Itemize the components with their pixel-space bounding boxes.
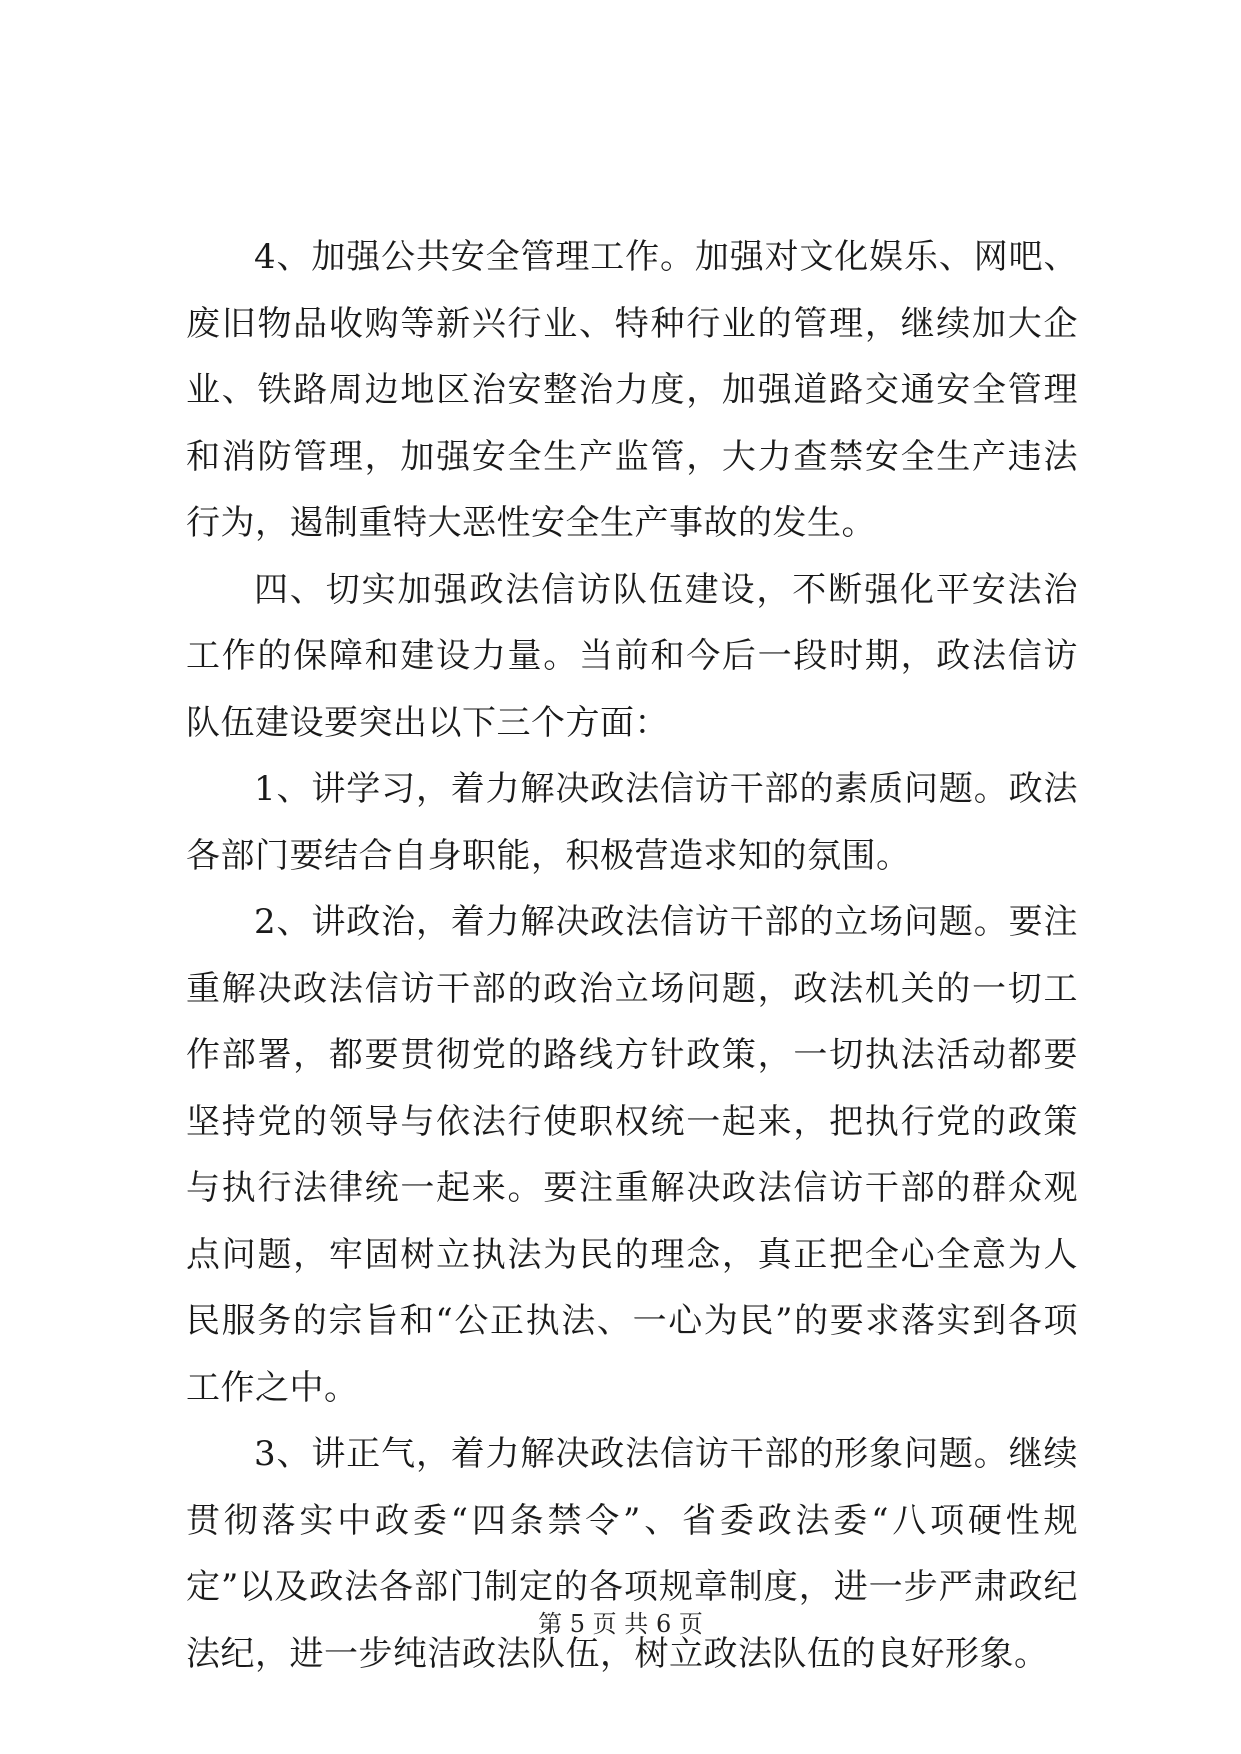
page-number-footer: 第 5 页 共 6 页 bbox=[538, 1610, 703, 1638]
document-body bbox=[186, 224, 1078, 1687]
paragraph-politics: 2、讲政治，着力解决政法信访干部的立场问题。要注重解决政法信访干部的政治立场问题，政法机关的一切工作部署，都要贯彻党的路线方针政策，一切执法活动都要坚持党的领导与依法行使职权统一起来，把执行党的政策与执行法律统一起来。要注重解决政法信访干部的群众观点问题，牢固树立执法为民的理念，真正把全心全意为人民服务的宗旨和“公正执法、一心为民”的要求落实到各项工作之中。 bbox=[186, 902, 1078, 1408]
paragraph-integrity: 3、讲正气，着力解决政法信访干部的形象问题。继续贯彻落实中政委“四条禁令”、省委政法委“八项硬性规定”以及政法各部门制定的各项规章制度，进一步严肃政纪法纪，进一步纯洁政法队伍，树立政法队伍的良好形象。 bbox=[186, 1434, 1078, 1674]
paragraph-study: 1、讲学习，着力解决政法信访干部的素质问题。政法各部门要结合自身职能，积极营造求知的氛围。 bbox=[186, 769, 1078, 876]
paragraph-public-safety: 4、加强公共安全管理工作。加强对文化娱乐、网吧、废旧物品收购等新兴行业、特种行业的管理，继续加大企业、铁路周边地区治安整治力度，加强道路交通安全管理和消防管理，加强安全生产监管，大力查禁安全生产违法行为，遏制重特大恶性安全生产事故的发生。 bbox=[186, 237, 1078, 543]
paragraph-section-four-heading: 四、切实加强政法信访队伍建设，不断强化平安法治工作的保障和建设力量。当前和今后一段时期，政法信访队伍建设要突出以下三个方面： bbox=[186, 569, 1078, 743]
